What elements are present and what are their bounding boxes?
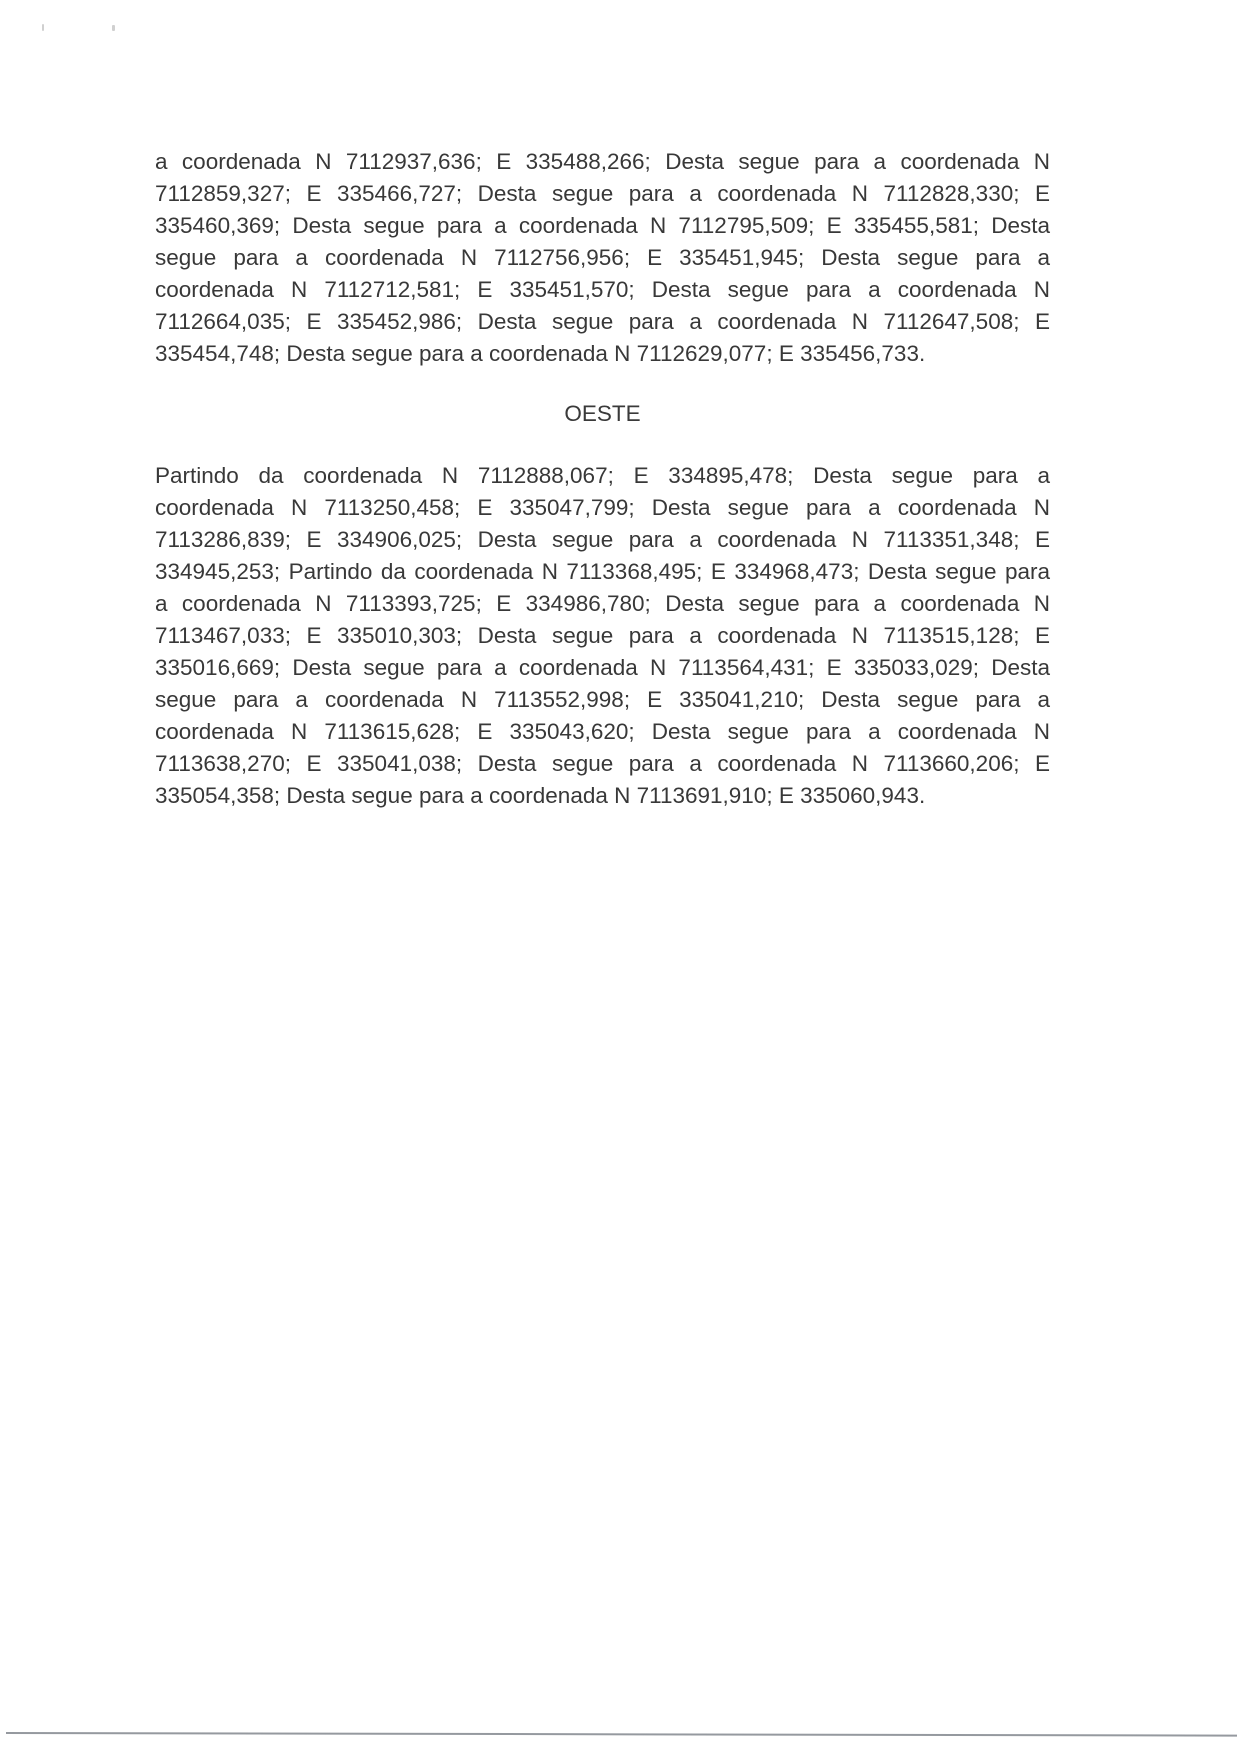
text-line: a coordenada N 7112937,636; E 335488,266; Desta segue para a coordenada N: [155, 149, 1050, 174]
text-line: coordenada N 7112712,581; E 335451,570; Desta segue para a coordenada N: [155, 277, 1050, 302]
text-line: 7113286,839; E 334906,025; Desta segue para a coordenada N 7113351,348; E: [155, 527, 1050, 552]
scan-speck: [42, 24, 44, 31]
text-line: 7113638,270; E 335041,038; Desta segue para a coordenada N 7113660,206; E: [155, 751, 1050, 776]
text-line: 335454,748; Desta segue para a coordenada N 7112629,077; E 335456,733.: [155, 341, 926, 366]
text-line: a coordenada N 7113393,725; E 334986,780; Desta segue para a coordenada N: [155, 591, 1050, 616]
paragraph-coordinates-1: [155, 146, 1050, 370]
scan-speck: [112, 25, 115, 31]
text-line: 7112664,035; E 335452,986; Desta segue para a coordenada N 7112647,508; E: [155, 309, 1050, 334]
text-line: 334945,253; Partindo da coordenada N 7113368,495; E 334968,473; Desta segue para: [155, 559, 1050, 584]
text-line: 335016,669; Desta segue para a coordenada N 7113564,431; E 335033,029; Desta: [155, 655, 1050, 680]
document-content: [155, 146, 1050, 812]
paragraph-coordinates-2: [155, 460, 1050, 812]
page-bottom-rule: [6, 1732, 1237, 1737]
text-line: Partindo da coordenada N 7112888,067; E 334895,478; Desta segue para a: [155, 463, 1050, 488]
text-line: 335054,358; Desta segue para a coordenada N 7113691,910; E 335060,943.: [155, 783, 926, 808]
text-line: coordenada N 7113615,628; E 335043,620; Desta segue para a coordenada N: [155, 719, 1050, 744]
text-line: 335460,369; Desta segue para a coordenada N 7112795,509; E 335455,581; Desta: [155, 213, 1050, 238]
text-line: segue para a coordenada N 7112756,956; E 335451,945; Desta segue para a: [155, 245, 1050, 270]
text-line: segue para a coordenada N 7113552,998; E 335041,210; Desta segue para a: [155, 687, 1050, 712]
text-line: 7112859,327; E 335466,727; Desta segue para a coordenada N 7112828,330; E: [155, 181, 1050, 206]
section-heading-oeste: OESTE: [564, 401, 641, 426]
text-line: 7113467,033; E 335010,303; Desta segue para a coordenada N 7113515,128; E: [155, 623, 1050, 648]
text-line: coordenada N 7113250,458; E 335047,799; Desta segue para a coordenada N: [155, 495, 1050, 520]
